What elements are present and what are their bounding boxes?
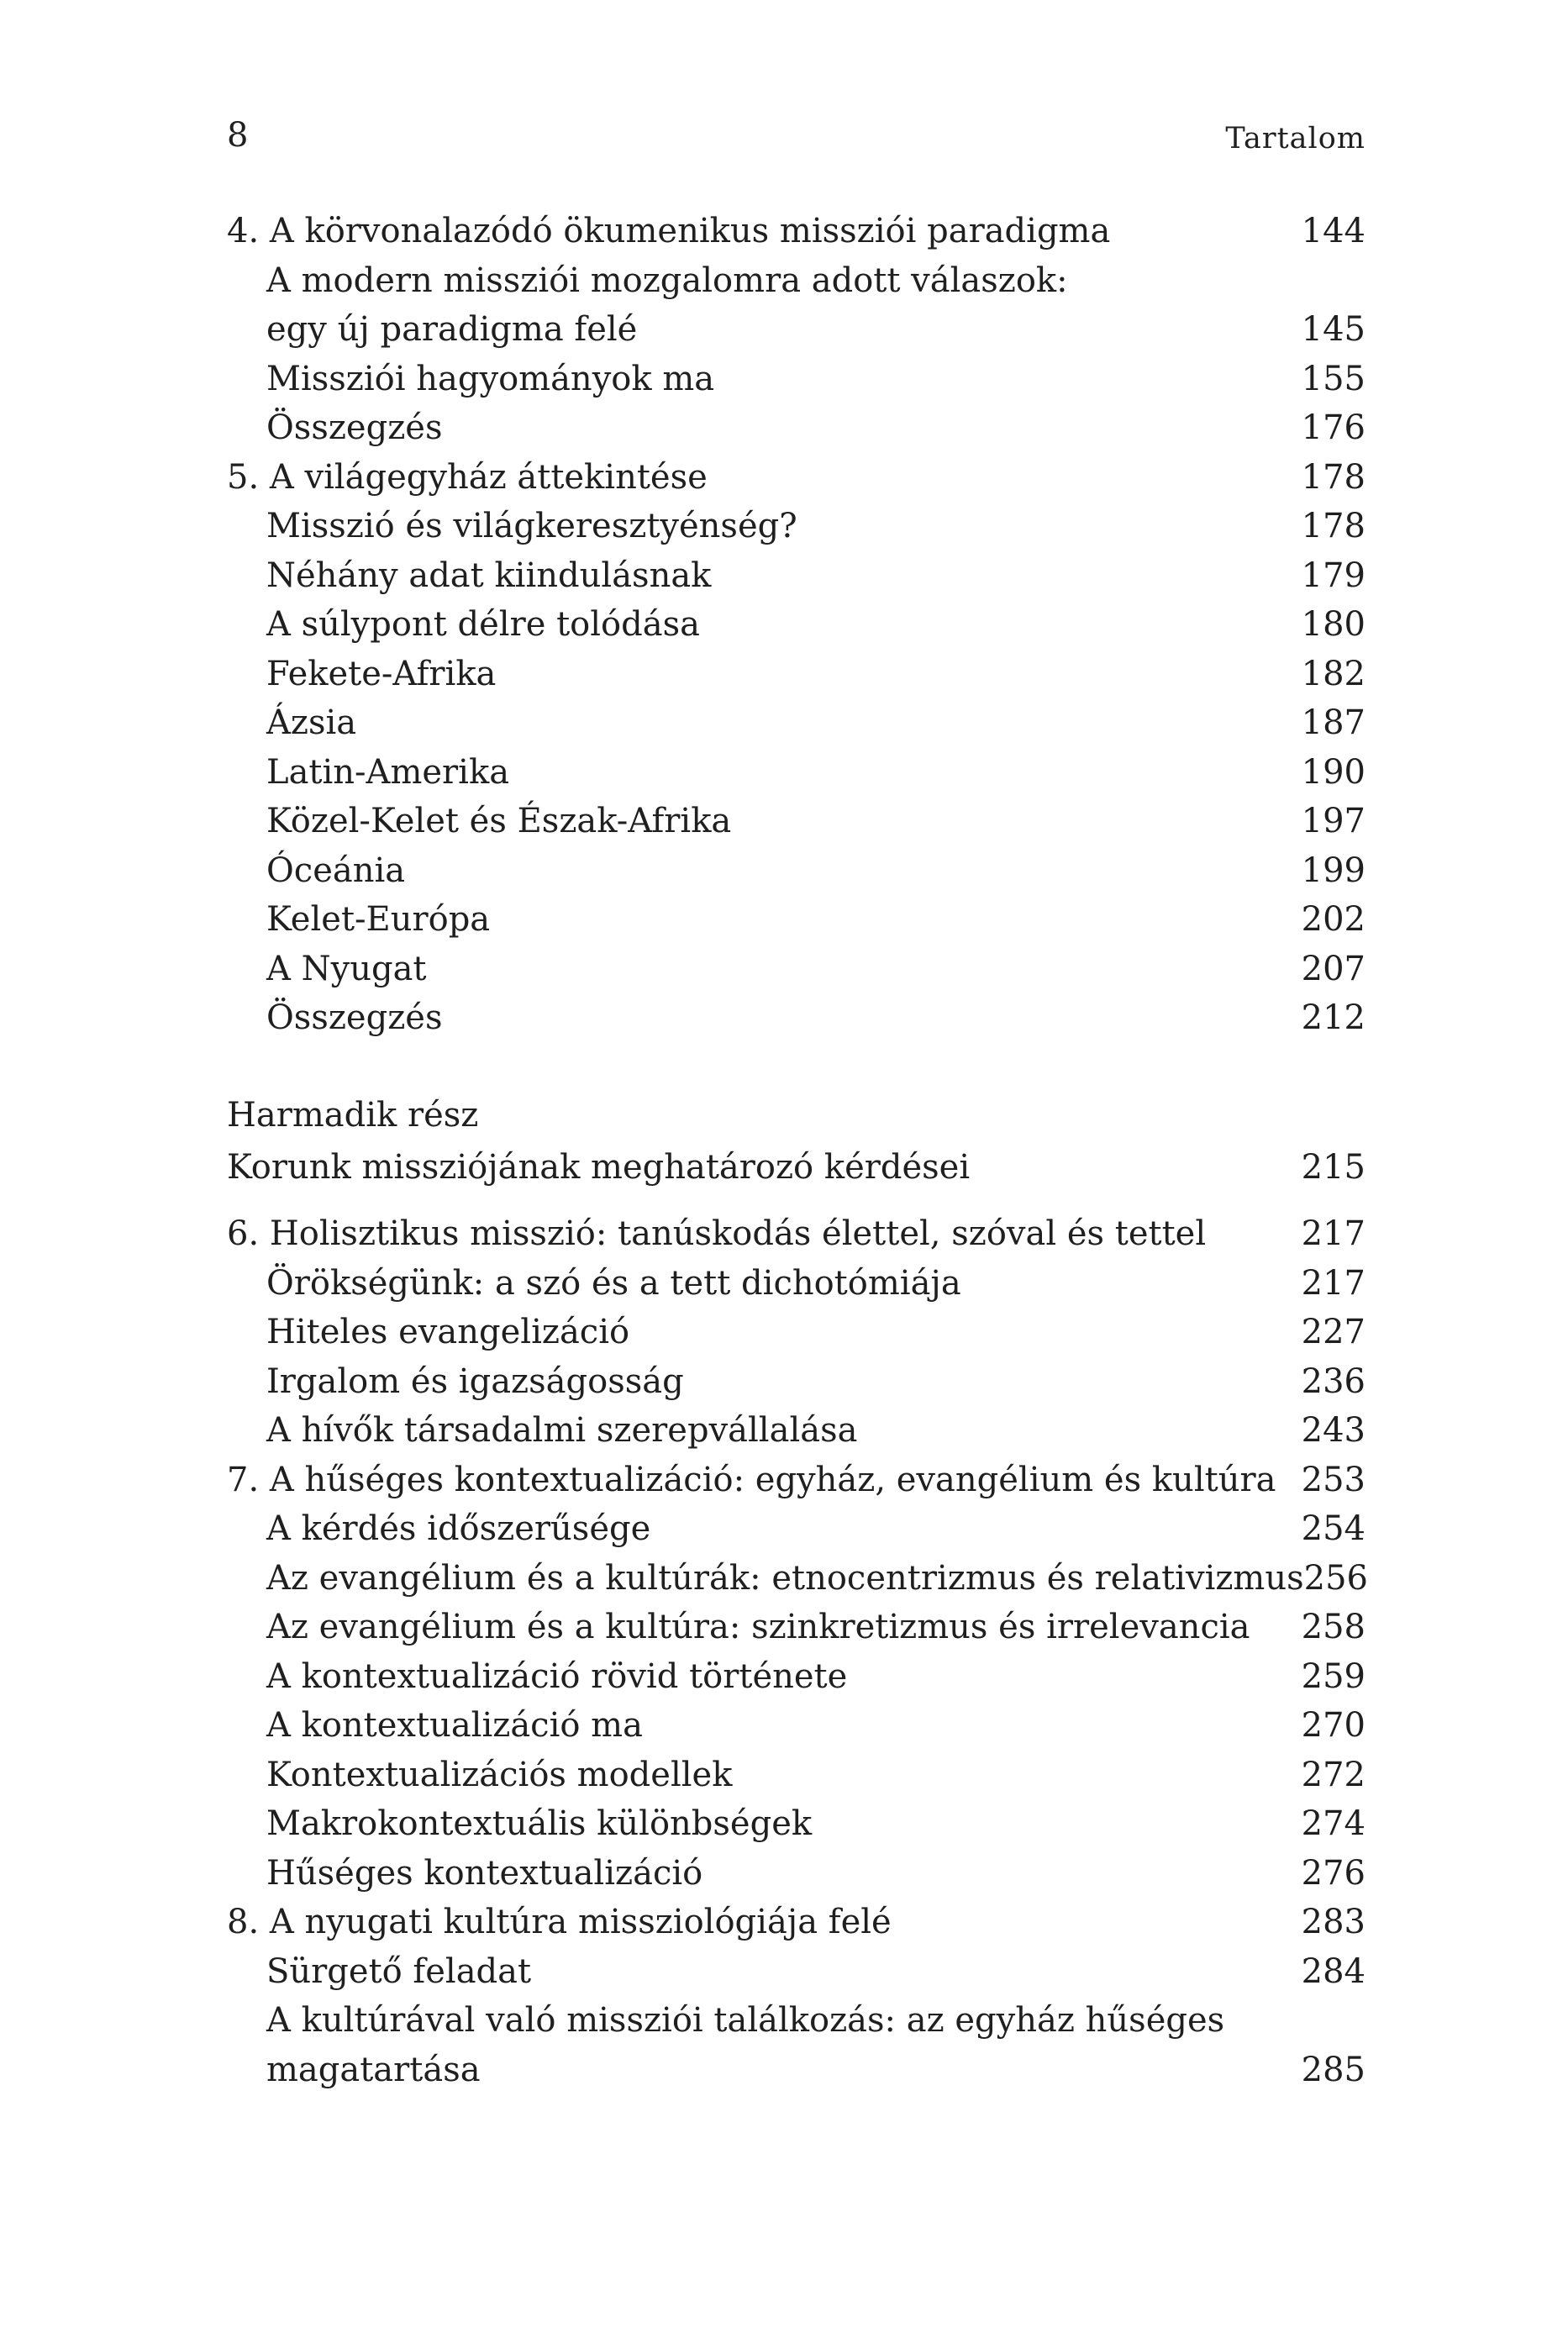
toc-entry-title: Az evangélium és a kultúrák: etnocentrizmus és relativizmus <box>266 1558 1304 1598</box>
toc-entry-page: 243 <box>1301 1411 1365 1450</box>
toc-subentry <box>227 748 1365 798</box>
toc-entry-page: 145 <box>1301 310 1365 349</box>
toc-chapter-entry <box>227 453 1365 503</box>
toc-entry-page: 270 <box>1301 1706 1365 1745</box>
part-page: 215 <box>1301 1147 1365 1187</box>
toc-entry-title: Fekete-Afrika <box>266 654 497 693</box>
toc-subentry <box>227 945 1365 994</box>
toc-entry-page: 207 <box>1301 949 1365 988</box>
toc-entry-page: 256 <box>1303 1558 1369 1598</box>
toc-entry-title: Az evangélium és a kultúra: szinkretizmus és irrelevancia <box>266 1608 1250 1646</box>
toc-entry-title: Sürgető feladat <box>266 1951 532 1991</box>
toc-subentry <box>227 1701 1365 1751</box>
toc-entry-page: 274 <box>1301 1804 1365 1843</box>
toc-entry-title: egy új paradigma felé <box>266 310 638 349</box>
toc-subentry <box>227 1799 1365 1849</box>
toc-chapter-entry <box>227 207 1365 256</box>
toc-chapter-entry <box>227 1209 1365 1259</box>
toc-entry-page: 178 <box>1301 457 1365 497</box>
toc-entry-page: 199 <box>1301 851 1365 890</box>
toc-entry-title: Óceánia <box>266 851 406 890</box>
toc-entry-page: 217 <box>1301 1263 1365 1303</box>
toc-entry-title: 6. Holisztikus misszió: tanúskodás élettel, szóval és tettel <box>227 1214 1207 1253</box>
toc-entry-title: Ázsia <box>266 703 357 742</box>
part-title-row <box>227 1143 1365 1193</box>
toc-entry-title: Örökségünk: a szó és a tett dichotómiája <box>266 1263 961 1303</box>
toc-entry-page: 180 <box>1301 605 1365 644</box>
toc-entry-page: 197 <box>1301 802 1365 840</box>
toc-entry-page: 178 <box>1301 507 1365 545</box>
toc-entry-title: Kelet-Európa <box>266 900 491 939</box>
toc-entry-title: Kontextualizációs modellek <box>266 1755 733 1794</box>
toc-subentry <box>227 650 1365 699</box>
toc-entry-title: A kérdés időszerűsége <box>266 1509 651 1548</box>
toc-subentry <box>227 1554 1369 1604</box>
toc-entry-page: 284 <box>1301 1951 1365 1991</box>
toc-entry-page: 254 <box>1301 1509 1365 1548</box>
toc-entry-page: 258 <box>1301 1608 1365 1646</box>
toc-section-b <box>227 1209 1369 2094</box>
toc-subentry <box>227 305 1365 355</box>
toc-subentry <box>227 1751 1365 1800</box>
toc-subentry <box>227 1357 1365 1407</box>
toc-subentry <box>227 1603 1365 1652</box>
toc-subentry <box>227 698 1365 748</box>
toc-subentry <box>227 993 1365 1043</box>
part-title: Korunk missziójának meghatározó kérdései <box>227 1147 971 1187</box>
toc-entry-title: Hűséges kontextualizáció <box>266 1853 703 1893</box>
toc-entry-title: magatartása <box>266 2050 481 2089</box>
toc-subentry <box>227 1406 1365 1456</box>
toc-entry-page: 285 <box>1301 2050 1365 2089</box>
toc-entry-page: 182 <box>1301 654 1365 693</box>
toc-entry-page: 144 <box>1301 212 1365 250</box>
toc-entry-page: 227 <box>1301 1313 1365 1351</box>
toc-entry-page: 276 <box>1301 1853 1365 1893</box>
toc-entry-page: 217 <box>1301 1214 1365 1253</box>
toc-entry-title: Missziói hagyományok ma <box>266 359 715 398</box>
toc-entry-title: Makrokontextuális különbségek <box>266 1804 813 1843</box>
toc-entry-title: Latin-Amerika <box>266 752 510 792</box>
toc-entry-page: 202 <box>1301 900 1365 939</box>
toc-entry-title: A súlypont délre tolódása <box>266 605 700 644</box>
toc-entry-title: 7. A hűséges kontextualizáció: egyház, evangélium és kultúra <box>227 1460 1276 1499</box>
toc-entry-title: Hiteles evangelizáció <box>266 1313 630 1351</box>
toc-entry-title: Közel-Kelet és Észak-Afrika <box>266 802 732 840</box>
toc-entry-title: 4. A körvonalazódó ökumenikus missziói paradigma <box>227 212 1111 250</box>
toc-chapter-entry <box>227 1898 1365 1947</box>
toc-entry-page: 212 <box>1301 998 1365 1037</box>
toc-chapter-entry <box>227 1456 1365 1505</box>
toc-entry-title: 5. A világegyház áttekintése <box>227 457 708 497</box>
toc-section-a <box>227 207 1365 1043</box>
toc-entry-page: 272 <box>1301 1755 1365 1794</box>
toc-entry-title: A kontextualizáció ma <box>266 1706 643 1745</box>
toc-entry-title: Összegzés <box>266 998 443 1037</box>
page-number: 8 <box>227 116 249 155</box>
toc-subentry <box>227 551 1365 601</box>
toc-entry-title: A kontextualizáció rövid története <box>266 1656 848 1696</box>
toc-subentry <box>227 1849 1365 1899</box>
part-heading <box>227 1091 1365 1192</box>
toc-subentry <box>227 256 1365 306</box>
toc-subentry <box>227 1996 1365 2046</box>
toc-entry-title: Irgalom és igazságosság <box>266 1361 684 1401</box>
toc-entry-title: Összegzés <box>266 408 443 447</box>
part-label: Harmadik rész <box>227 1096 479 1135</box>
toc-subentry <box>227 600 1365 650</box>
running-head: Tartalom <box>1225 122 1365 155</box>
toc-entry-page: 259 <box>1301 1656 1365 1696</box>
toc-entry-page: 283 <box>1301 1903 1365 1941</box>
toc-entry-page: 155 <box>1301 359 1365 398</box>
toc-entry-title: Néhány adat kiindulásnak <box>266 556 712 595</box>
toc-entry-page: 190 <box>1301 752 1365 792</box>
toc-entry-title: 8. A nyugati kultúra missziológiája felé <box>227 1903 892 1941</box>
toc-subentry <box>227 1947 1365 1997</box>
toc-entry-title: A modern missziói mozgalomra adott válaszok: <box>266 261 1068 300</box>
toc-subentry <box>227 1504 1365 1554</box>
toc-subentry <box>227 895 1365 945</box>
toc-entry-page: 253 <box>1301 1460 1365 1499</box>
toc-subentry <box>227 2046 1365 2095</box>
toc-entry-page: 176 <box>1301 408 1365 447</box>
toc-entry-title: Misszió és világkeresztyénség? <box>266 507 797 545</box>
toc-entry-page: 179 <box>1301 556 1365 595</box>
toc-subentry <box>227 502 1365 551</box>
toc-subentry <box>227 1652 1365 1702</box>
toc-subentry <box>227 1259 1365 1309</box>
toc-subentry <box>227 797 1365 846</box>
toc-entry-title: A kultúrával való missziói találkozás: az egyház hűséges <box>266 2001 1225 2040</box>
toc-subentry <box>227 403 1365 453</box>
toc-subentry <box>227 846 1365 896</box>
toc-subentry <box>227 1308 1365 1357</box>
toc-entry-title: A hívők társadalmi szerepvállalása <box>266 1411 858 1450</box>
toc-entry-page: 187 <box>1301 703 1365 742</box>
toc-entry-title: A Nyugat <box>266 949 427 988</box>
toc-subentry <box>227 355 1365 404</box>
toc-entry-page: 236 <box>1301 1361 1365 1401</box>
